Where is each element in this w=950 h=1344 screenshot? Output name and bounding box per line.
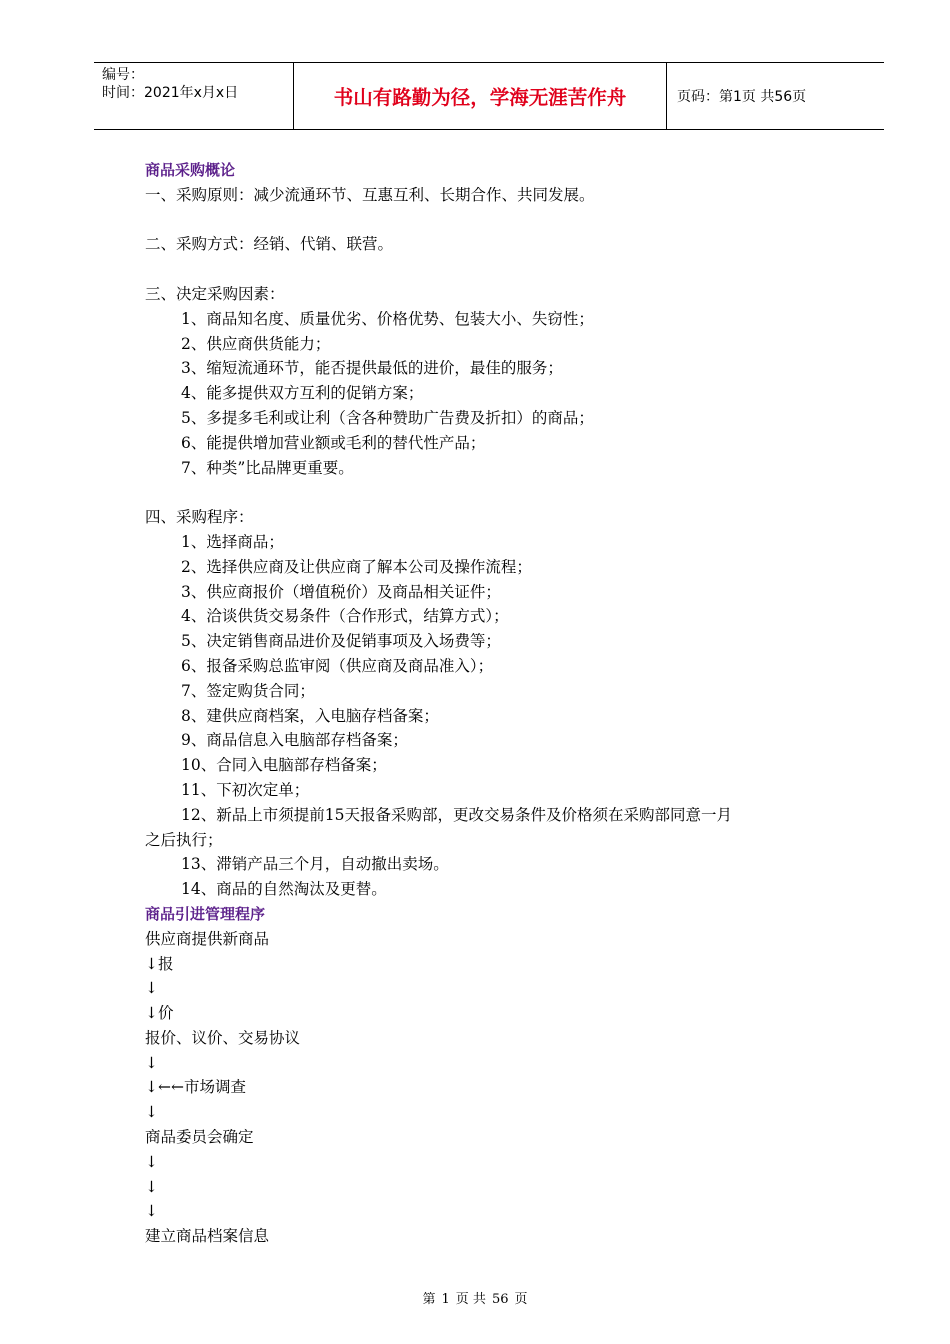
header-meta: [94, 63, 294, 129]
list-item: 5、多提多毛利或让利（含各种赞助广告费及折扣）的商品；: [181, 408, 594, 427]
flow-arrow: ↓: [145, 1152, 158, 1171]
flow-chart: [145, 927, 845, 1249]
factors-list: [145, 307, 845, 481]
list-item: 1、选择商品；: [181, 532, 284, 551]
list-item: 13、滞销产品三个月，自动撤出卖场。: [181, 855, 449, 874]
steps-list: [145, 530, 845, 902]
list-item-continuation: 之后执行；: [145, 830, 223, 849]
list-item: 6、报备采购总监审阅（供应商及商品准入）；: [181, 656, 494, 675]
flow-arrow: ↓: [145, 1053, 158, 1072]
flow-step: 供应商提供新商品: [145, 929, 270, 948]
list-item: 2、供应商供货能力；: [181, 334, 331, 353]
page-footer: [0, 1288, 950, 1307]
footer-page-suffix: 页: [514, 1292, 528, 1307]
list-item: 14、商品的自然淘汰及更替。: [181, 880, 387, 899]
factors-title: 三、决定采购因素：: [145, 284, 285, 303]
page-header: [94, 62, 884, 130]
list-item: 3、供应商报价（增值税价）及商品相关证件；: [181, 582, 501, 601]
blank-line: [145, 208, 845, 233]
section-title-product-introduction: 商品引进管理程序: [145, 904, 266, 923]
list-item: 11、下初次定单；: [181, 780, 310, 799]
list-item: 2、选择供应商及让供应商了解本公司及操作流程；: [181, 557, 532, 576]
list-item: 4、能多提供双方互利的促销方案；: [181, 384, 424, 403]
document-body: [145, 158, 845, 1249]
section-title-procurement-overview: 商品采购概论: [145, 161, 236, 179]
principle-paragraph: 一、采购原则：减少流通环节、互惠互利、长期合作、共同发展。: [145, 185, 595, 204]
list-item: 5、决定销售商品进价及促销事项及入场费等；: [181, 632, 501, 651]
flow-arrow: ↓: [145, 1177, 158, 1196]
blank-line: [145, 480, 845, 505]
flow-step: 建立商品档案信息: [145, 1227, 270, 1246]
list-item: 1、商品知名度、质量优劣、价格优势、包装大小、失窃性；: [181, 309, 594, 328]
flow-step: 报价、议价、交易协议: [145, 1028, 301, 1047]
list-item: 8、建供应商档案，入电脑存档备案；: [181, 706, 439, 725]
flow-arrow: ↓: [145, 1202, 158, 1221]
list-item: 3、缩短流通环节，能否提供最低的进价，最佳的服务；: [181, 359, 563, 378]
steps-title: 四、采购程序：: [145, 508, 254, 527]
list-item: 9、商品信息入电脑部存档备案；: [181, 731, 408, 750]
list-item: 4、洽谈供货交易条件（合作形式，结算方式）；: [181, 607, 509, 626]
footer-page-prefix: 第: [422, 1292, 436, 1307]
document-number-label: 编号：: [102, 67, 144, 83]
list-item: 10、合同入电脑部存档备案；: [181, 756, 387, 775]
document-time: 时间：2021年x月x日: [102, 85, 239, 101]
flow-step: 商品委员会确定: [145, 1128, 254, 1147]
blank-line: [145, 257, 845, 282]
list-item: 6、能提供增加营业额或毛利的替代性产品；: [181, 433, 486, 452]
footer-page-mid: 页 共: [455, 1292, 486, 1307]
method-paragraph: 二、采购方式：经销、代销、联营。: [145, 235, 394, 254]
flow-arrow: ↓报: [145, 954, 174, 973]
footer-page-number: 1: [441, 1292, 450, 1307]
flow-arrow: ↓: [145, 1103, 158, 1122]
footer-page-total: 56: [491, 1292, 509, 1307]
flow-arrow: ↓←←市场调查: [145, 1078, 246, 1097]
flow-arrow: ↓: [145, 979, 158, 998]
header-motto: 书山有路勤为径，学海无涯苦作舟: [294, 63, 667, 129]
list-item: 7、签定购货合同；: [181, 681, 315, 700]
header-page-info: 页码：第1页 共56页: [677, 89, 807, 105]
list-item: 7、种类”比品牌更重要。: [181, 458, 354, 477]
flow-arrow: ↓价: [145, 1004, 174, 1023]
list-item: 12、新品上市须提前15天报备采购部，更改交易条件及价格须在采购部同意一月: [181, 805, 732, 824]
